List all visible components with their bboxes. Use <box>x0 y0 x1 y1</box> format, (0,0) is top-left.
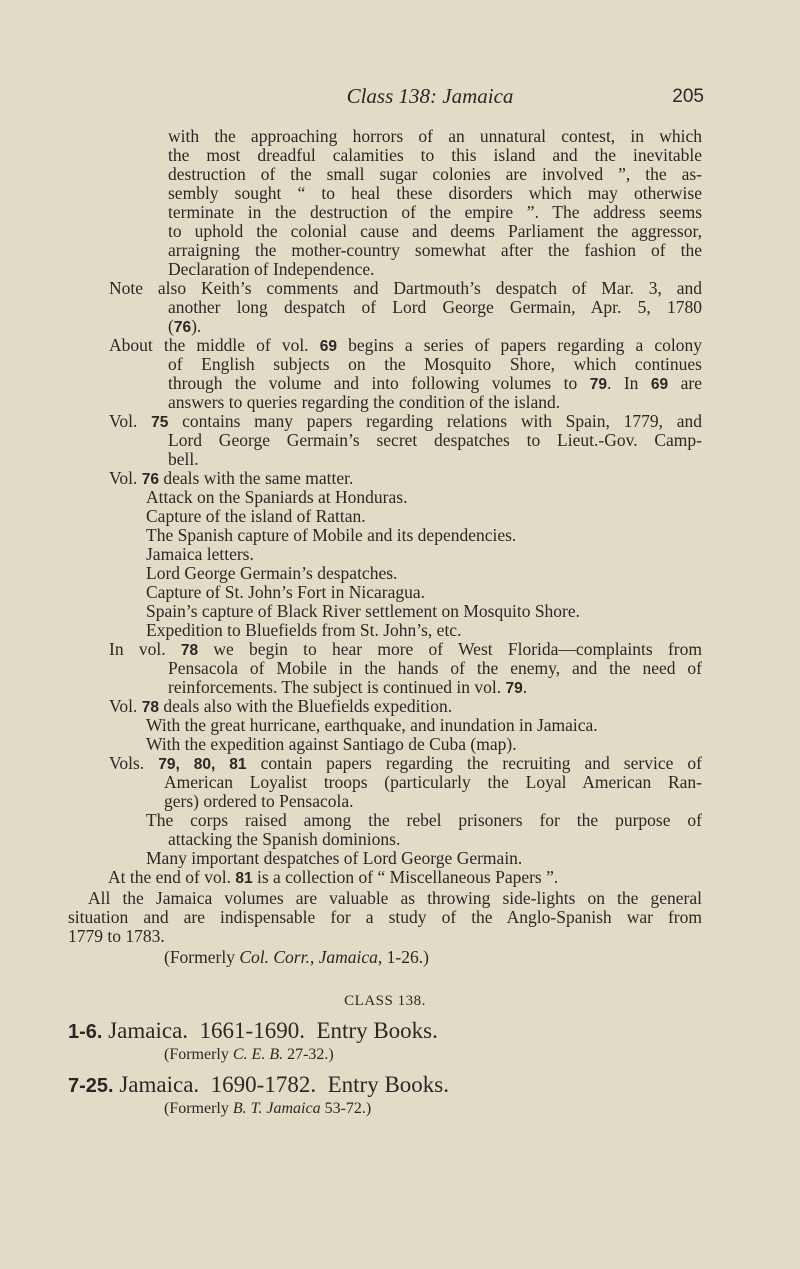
text-run: with the approaching horrors of an unnatural contest, in which <box>168 126 702 146</box>
text-run: Vol. <box>109 468 142 488</box>
text-line <box>146 526 702 545</box>
text-line <box>168 203 702 222</box>
entry-formerly <box>164 1100 371 1118</box>
text-run: The corps raised among the rebel prisoners for the purpose of <box>146 810 702 830</box>
paragraph <box>0 336 800 412</box>
entry-dates: 1690-1782. <box>210 1072 317 1097</box>
volume-number: 76 <box>173 319 192 336</box>
text-run: Col. Corr., Jamaica, <box>239 947 383 967</box>
paragraph <box>0 127 800 279</box>
volume-number: 81 <box>235 870 253 887</box>
text-run: About the middle of vol. <box>109 335 320 355</box>
volume-number: 78 <box>141 699 159 716</box>
text-line <box>168 241 702 260</box>
text-line <box>146 545 702 564</box>
text-line <box>164 773 702 792</box>
text-line <box>168 393 702 412</box>
text-line <box>146 621 702 640</box>
volume-number: 69 <box>319 338 337 355</box>
text-line <box>168 317 702 336</box>
text-run: Jamaica letters. <box>146 544 254 564</box>
text-run: Attack on the Spaniards at Honduras. <box>146 487 408 507</box>
text-run: contains many papers regarding relations with Spain, 1779, and <box>168 411 702 431</box>
text-run: With the great hurricane, earthquake, and inundation in Jamaica. <box>146 715 598 735</box>
paragraph <box>0 602 800 621</box>
text-line <box>146 564 702 583</box>
text-run: attacking the Spanish dominions. <box>168 829 401 849</box>
paragraph <box>0 469 800 488</box>
paragraph <box>0 948 800 967</box>
text-line <box>108 868 702 887</box>
formerly-range: 53-72.) <box>320 1100 372 1117</box>
paragraph <box>0 697 800 716</box>
paragraph <box>0 412 800 469</box>
text-line <box>168 830 702 849</box>
text-run: Vols. <box>109 753 159 773</box>
paragraph <box>0 868 800 887</box>
text-run: Capture of the island of Rattan. <box>146 506 366 526</box>
text-run: we begin to hear more of West Florida—complaints from <box>198 639 702 659</box>
formerly-prefix: (Formerly <box>164 1046 233 1063</box>
entry-number: 7-25. <box>68 1075 114 1097</box>
text-run: reinforcements. The subject is continued in vol. <box>168 677 506 697</box>
paragraph <box>0 716 800 735</box>
text-line <box>168 374 702 393</box>
entry-kind: Entry Books. <box>316 1018 438 1043</box>
entry-number: 1-6. <box>68 1021 103 1043</box>
class-heading: CLASS 138. <box>344 993 426 1009</box>
text-run: arraigning the mother-country somewhat after the fashion of the <box>168 240 702 260</box>
text-line <box>168 659 702 678</box>
text-run: American Loyalist troops (particularly the Loyal American Ran- <box>164 772 702 792</box>
entry-dates: 1661-1690. <box>199 1018 305 1043</box>
text-run: deals also with the Bluefields expedition. <box>159 696 453 716</box>
text-run: another long despatch of Lord George Germain, Apr. 5, 1780 <box>168 297 702 317</box>
text-run: Pensacola of Mobile in the hands of the enemy, and the need of <box>168 658 702 678</box>
volume-number: 76 <box>141 471 159 488</box>
text-line <box>168 146 702 165</box>
text-run: are <box>668 373 702 393</box>
text-run: Spain’s capture of Black River settlement on Mosquito Shore. <box>146 601 581 621</box>
text-run: Capture of St. John’s Fort in Nicaragua. <box>146 582 425 602</box>
text-run: With the expedition against Santiago de Cuba (map). <box>146 734 517 754</box>
volume-number: 78 <box>180 642 199 659</box>
text-run: In vol. <box>109 639 181 659</box>
text-line <box>109 336 702 355</box>
formerly-ref: C. E. B. <box>232 1046 284 1063</box>
text-line <box>164 792 702 811</box>
text-run: bell. <box>168 449 199 469</box>
text-line <box>146 602 702 621</box>
text-run: deals with the same matter. <box>159 468 354 488</box>
text-line <box>109 412 702 431</box>
text-run: (Formerly <box>164 947 240 967</box>
text-line <box>146 849 702 868</box>
text-line <box>168 355 702 374</box>
entry-heading <box>68 1072 449 1098</box>
text-line <box>168 165 702 184</box>
page-number: 205 <box>672 86 704 107</box>
text-line <box>146 488 702 507</box>
text-run: 1779 to 1783. <box>68 926 165 946</box>
paragraph <box>0 545 800 564</box>
text-run: gers) ordered to Pensacola. <box>164 791 354 811</box>
text-run: All the Jamaica volumes are valuable as throwing side-lights on the general <box>88 888 702 908</box>
paragraph <box>0 526 800 545</box>
text-run: Vol. <box>109 696 142 716</box>
text-line <box>168 298 702 317</box>
formerly-range: 27-32.) <box>283 1046 334 1063</box>
paragraph <box>0 583 800 602</box>
volume-number: 79, 80, 81 <box>158 756 247 773</box>
formerly-ref: B. T. Jamaica <box>232 1100 321 1117</box>
text-run: . <box>522 677 528 697</box>
text-run: Vol. <box>109 411 152 431</box>
text-run: the most dreadful calamities to this island and the inevitable <box>168 145 702 165</box>
volume-number: 79 <box>505 680 523 697</box>
text-line <box>146 811 702 830</box>
text-run: ). <box>191 316 202 336</box>
text-line <box>168 260 702 279</box>
text-run: terminate in the destruction of the empire ”. The address seems <box>168 202 702 222</box>
text-run: Lord George Germain’s despatches. <box>146 563 398 583</box>
formerly-prefix: (Formerly <box>164 1100 233 1117</box>
text-run: The Spanish capture of Mobile and its dependencies. <box>146 525 517 545</box>
entry-heading <box>68 1018 438 1044</box>
text-run: is a collection of “ Miscellaneous Papers ”. <box>252 867 559 887</box>
text-line <box>68 927 702 946</box>
paragraph <box>0 564 800 583</box>
paragraph <box>0 488 800 507</box>
paragraph <box>0 849 800 868</box>
text-line <box>168 127 702 146</box>
text-run: situation and are indispensable for a study of the Anglo-Spanish war from <box>68 907 702 927</box>
text-run: Expedition to Bluefields from St. John’s, etc. <box>146 620 462 640</box>
text-line <box>168 184 702 203</box>
paragraph <box>0 754 800 811</box>
text-run: to uphold the colonial cause and deems Parliament the aggressor, <box>168 221 702 241</box>
text-run: Lord George Germain’s secret despatches to Lieut.-Gov. Camp- <box>168 430 702 450</box>
paragraph <box>0 735 800 754</box>
entry-formerly <box>164 1046 334 1064</box>
text-run: through the volume and into following volumes to <box>168 373 590 393</box>
volume-number: 69 <box>650 376 669 393</box>
paragraph <box>0 811 800 849</box>
volume-number: 75 <box>151 414 169 431</box>
text-line <box>109 279 702 298</box>
text-run: At the end of vol. <box>108 867 236 887</box>
text-line <box>168 450 702 469</box>
text-run: answers to queries regarding the condition of the island. <box>168 392 561 412</box>
text-line <box>146 735 702 754</box>
text-line <box>109 640 702 659</box>
paragraph <box>0 621 800 640</box>
text-line <box>164 948 702 967</box>
text-run: destruction of the small sugar colonies are involved ”, the as- <box>168 164 702 184</box>
text-run: Note also Keith’s comments and Dartmouth’s despatch of Mar. 3, and <box>109 278 702 298</box>
text-run: sembly sought “ to heal these disorders which may otherwise <box>168 183 702 203</box>
text-run: Declaration of Independence. <box>168 259 375 279</box>
text-line <box>146 583 702 602</box>
paragraph <box>0 889 800 946</box>
entry-kind: Entry Books. <box>327 1072 449 1097</box>
text-run: begins a series of papers regarding a colony <box>336 335 702 355</box>
paragraph <box>0 640 800 697</box>
paragraph <box>0 279 800 336</box>
text-line <box>68 908 702 927</box>
text-run: 1-26.) <box>382 947 429 967</box>
running-title: Class 138: Jamaica <box>346 84 514 108</box>
text-line <box>168 222 702 241</box>
entry-title: Jamaica. <box>119 1072 200 1097</box>
text-line <box>168 678 702 697</box>
text-run: contain papers regarding the recruiting and service of <box>246 753 702 773</box>
volume-number: 79 <box>589 376 607 393</box>
text-run: Many important despatches of Lord George Germain. <box>146 848 523 868</box>
text-line <box>109 754 702 773</box>
text-line <box>168 431 702 450</box>
text-line <box>146 507 702 526</box>
text-run: of English subjects on the Mosquito Shore, which continues <box>168 354 702 374</box>
entry-title: Jamaica. <box>108 1018 189 1043</box>
text-line <box>146 716 702 735</box>
text-run: . In <box>606 373 651 393</box>
body-text <box>0 127 800 967</box>
text-line <box>88 889 702 908</box>
text-run: ( <box>168 316 174 336</box>
text-line <box>109 697 702 716</box>
text-line <box>109 469 702 488</box>
paragraph <box>0 507 800 526</box>
